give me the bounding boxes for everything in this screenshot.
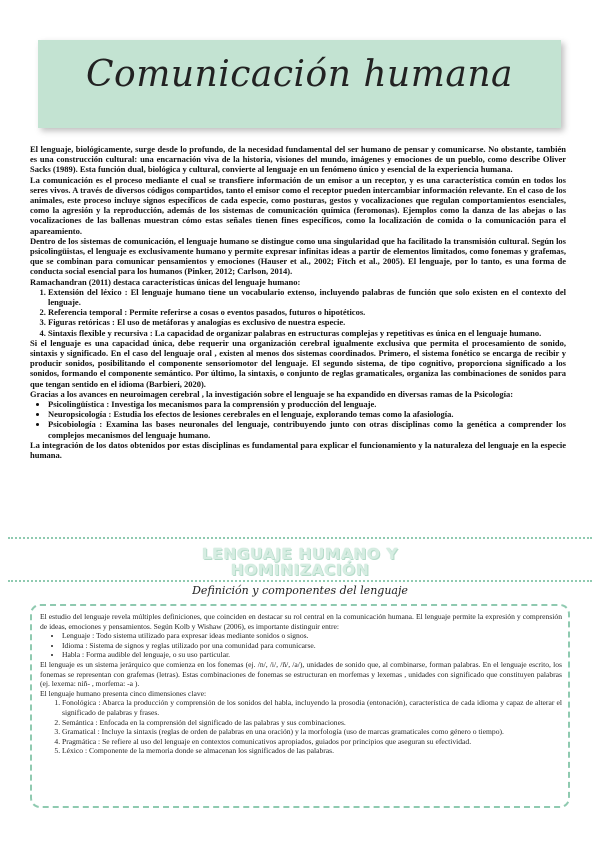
list-item: • Psicolingüística : Investiga los mecanismos para la comprensión y producción del lenguaje.: [48, 399, 566, 409]
list-item: • Psicobiología : Examina las bases neuronales del lenguaje, contribuyendo junto con otras disciplinas como la genética a comprender los complejos mecanismos del lenguaje humano.: [48, 419, 566, 439]
definition-content: [40, 612, 562, 756]
list-item: 1. Fonológica : Abarca la producción y comprensión de los sonidos del habla, incluyendo la prosodia (entonación), característica de cada idioma y capaz de alterar el significado de palabras y frases.: [62, 698, 562, 717]
section-subtitle: Definición y componentes del lenguaje: [192, 584, 408, 597]
dimensions-list: [40, 698, 562, 756]
intro-paragraph-4: Ramachandran (2011) destaca características únicas del lenguaje humano:: [30, 276, 301, 287]
list-item: • Habla : Forma audible del lenguaje, o su uso particular.: [62, 650, 562, 660]
list-item: • Neuropsicología : Estudia los efectos de lesiones cerebrales en el lenguaje, explorando temas como la afasiología.: [48, 409, 566, 419]
title-banner: [38, 40, 561, 128]
list-item: 3. Gramatical : Incluye la sintaxis (reglas de orden de palabras en una oración) y la morfología (uso de marcas gramaticales como género o tiempo).: [62, 727, 562, 737]
definition-paragraph-2: El lenguaje es un sistema jerárquico que comienza en los fonemas (ej. /n/, /i/, /ñ/, /a/), unidades de sonido que, al combinarse, forman palabras. En el lenguaje escrito, los fonemas se representan con grafemas (letras). Estas combinaciones de fonemas se estructuran en morfemas y lexemas , unidades con significado que constituyen palabras (ej. lexema: niñ- , morfema: -a ).: [40, 659, 562, 689]
list-item: 3. Figuras retóricas : El uso de metáforas y analogías es exclusivo de nuestra especie.: [48, 317, 566, 327]
list-item: • Lenguaje : Todo sistema utilizado para expresar ideas mediante sonidos o signos.: [62, 631, 562, 641]
branches-list: [30, 399, 566, 440]
intro-paragraph-5: Si el lenguaje es una capacidad única, debe requerir una organización cerebral igualmente exclusiva que permita el procesamiento de sonido, sintaxis y significado. En el caso del lenguaje oral , existen al menos dos sistemas coordinados. Primero, el sistema fonético se encarga de recibir y producir sonidos, posibilitando el componente sensoriomotor del lenguaje. El segundo sistema, de tipo cognitivo, proporciona significado a los sonidos, formando el componente semántico. Por último, la sintaxis, o conjunto de reglas gramaticales, organiza las combinaciones de sonidos para que tengan sentido en el idioma (Barbieri, 2020).: [30, 337, 566, 389]
features-list: [30, 287, 566, 338]
list-item: 1. Extensión del léxico : El lenguaje humano tiene un vocabulario extenso, incluyendo palabras de función que solo existen en el contexto del lenguaje.: [48, 287, 566, 307]
list-item: 4. Sintaxis flexible y recursiva : La capacidad de organizar palabras en estructuras complejas y repetitivas es única en el lenguaje humano.: [48, 328, 566, 338]
definition-paragraph-3: El lenguaje humano presenta cinco dimensiones clave:: [40, 688, 207, 698]
intro-paragraph-6: Gracias a los avances en neuroimagen cerebral , la investigación sobre el lenguaje se ha expandido en diversas ramas de la Psicología:: [30, 388, 514, 399]
list-item: 2. Referencia temporal : Permite referirse a cosas o eventos pasados, futuros o hipotéticos.: [48, 307, 566, 317]
list-item: 4. Pragmática : Se refiere al uso del lenguaje en contextos comunicativos apropiados, guiados por principios que aseguran su efectividad.: [62, 737, 562, 747]
intro-paragraph-7: La integración de los datos obtenidos por estas disciplinas es fundamental para explicar el funcionamiento y la naturaleza del lenguaje en la especie humana.: [30, 439, 566, 461]
intro-paragraph-3: Dentro de los sistemas de comunicación, el lenguaje humano se distingue como una singularidad que ha facilitado la transmisión cultural. Según los psicolingüistas, el lenguaje es exclusivamente humano y permite expresar infinitas ideas a partir de elementos limitados, como fonemas y grafemas, que se combinan para comunicar pensamientos y emociones (Hauser et al., 2002; Fitch et al., 2005). El lenguaje, por lo tanto, es una forma de conducta social esencial para los humanos (Pinker, 2012; Carlson, 2014).: [30, 235, 566, 277]
section-heading-line-1: LENGUAJE HUMANO Y: [201, 545, 399, 563]
list-item: • Idioma : Sistema de signos y reglas utilizado por una comunidad para comunicarse.: [62, 641, 562, 651]
list-item: 5. Léxico : Componente de la memoria donde se almacenan los significados de las palabras.: [62, 746, 562, 756]
list-item: 2. Semántica : Enfocada en la comprensión del significado de las palabras y sus combinaciones.: [62, 718, 562, 728]
intro-section: [30, 144, 566, 460]
page-title: Comunicación humana: [86, 54, 513, 95]
section-heading-line-2: HOMINIZACIÓN: [230, 561, 370, 579]
definition-paragraph-1: El estudio del lenguaje revela múltiples definiciones, que coinciden en destacar su rol central en la comunicación humana. El lenguaje permite la expresión y comprensión de ideas, emociones y pensamientos. Según Kolb y Wishaw (2006), es importante distinguir entre:: [40, 612, 562, 631]
intro-paragraph-2: La comunicación es el proceso mediante el cual se transfiere información de un emisor a un receptor, y es una característica común en todos los seres vivos. A través de diversos códigos compartidos, tanto el emisor como el receptor pueden intercambiar información relevante. En el caso de los animales, este proceso incluye signos específicos de cada especie, como posturas, gestos y vocalizaciones que regulan comportamientos esenciales, como la agresión y la reproducción, además de los sistemas de comunicación química (feromonas). Ejemplos como la danza de las abejas o las vocalizaciones de las ballenas muestran cómo estas señales tienen fines específicos, como la localización de comida o la comunicación para el apareamiento.: [30, 174, 566, 236]
dotted-divider-top: [8, 537, 592, 539]
section-heading: [0, 546, 600, 578]
dotted-divider-bottom: [8, 580, 592, 582]
intro-paragraph-1: El lenguaje, biológicamente, surge desde lo profundo, de la necesidad fundamental del ser humano de pensar y comunicarse. No obstante, también es una construcción cultural: una encarnación viva de la historia, visiones del mundo, imágenes y emociones de un pueblo, como describe Oliver Sacks (1989). Esta función dual, biológica y cultural, convierte al lenguaje en un fenómeno único y esencial de la experiencia humana.: [30, 144, 566, 175]
terms-list: [40, 631, 562, 660]
